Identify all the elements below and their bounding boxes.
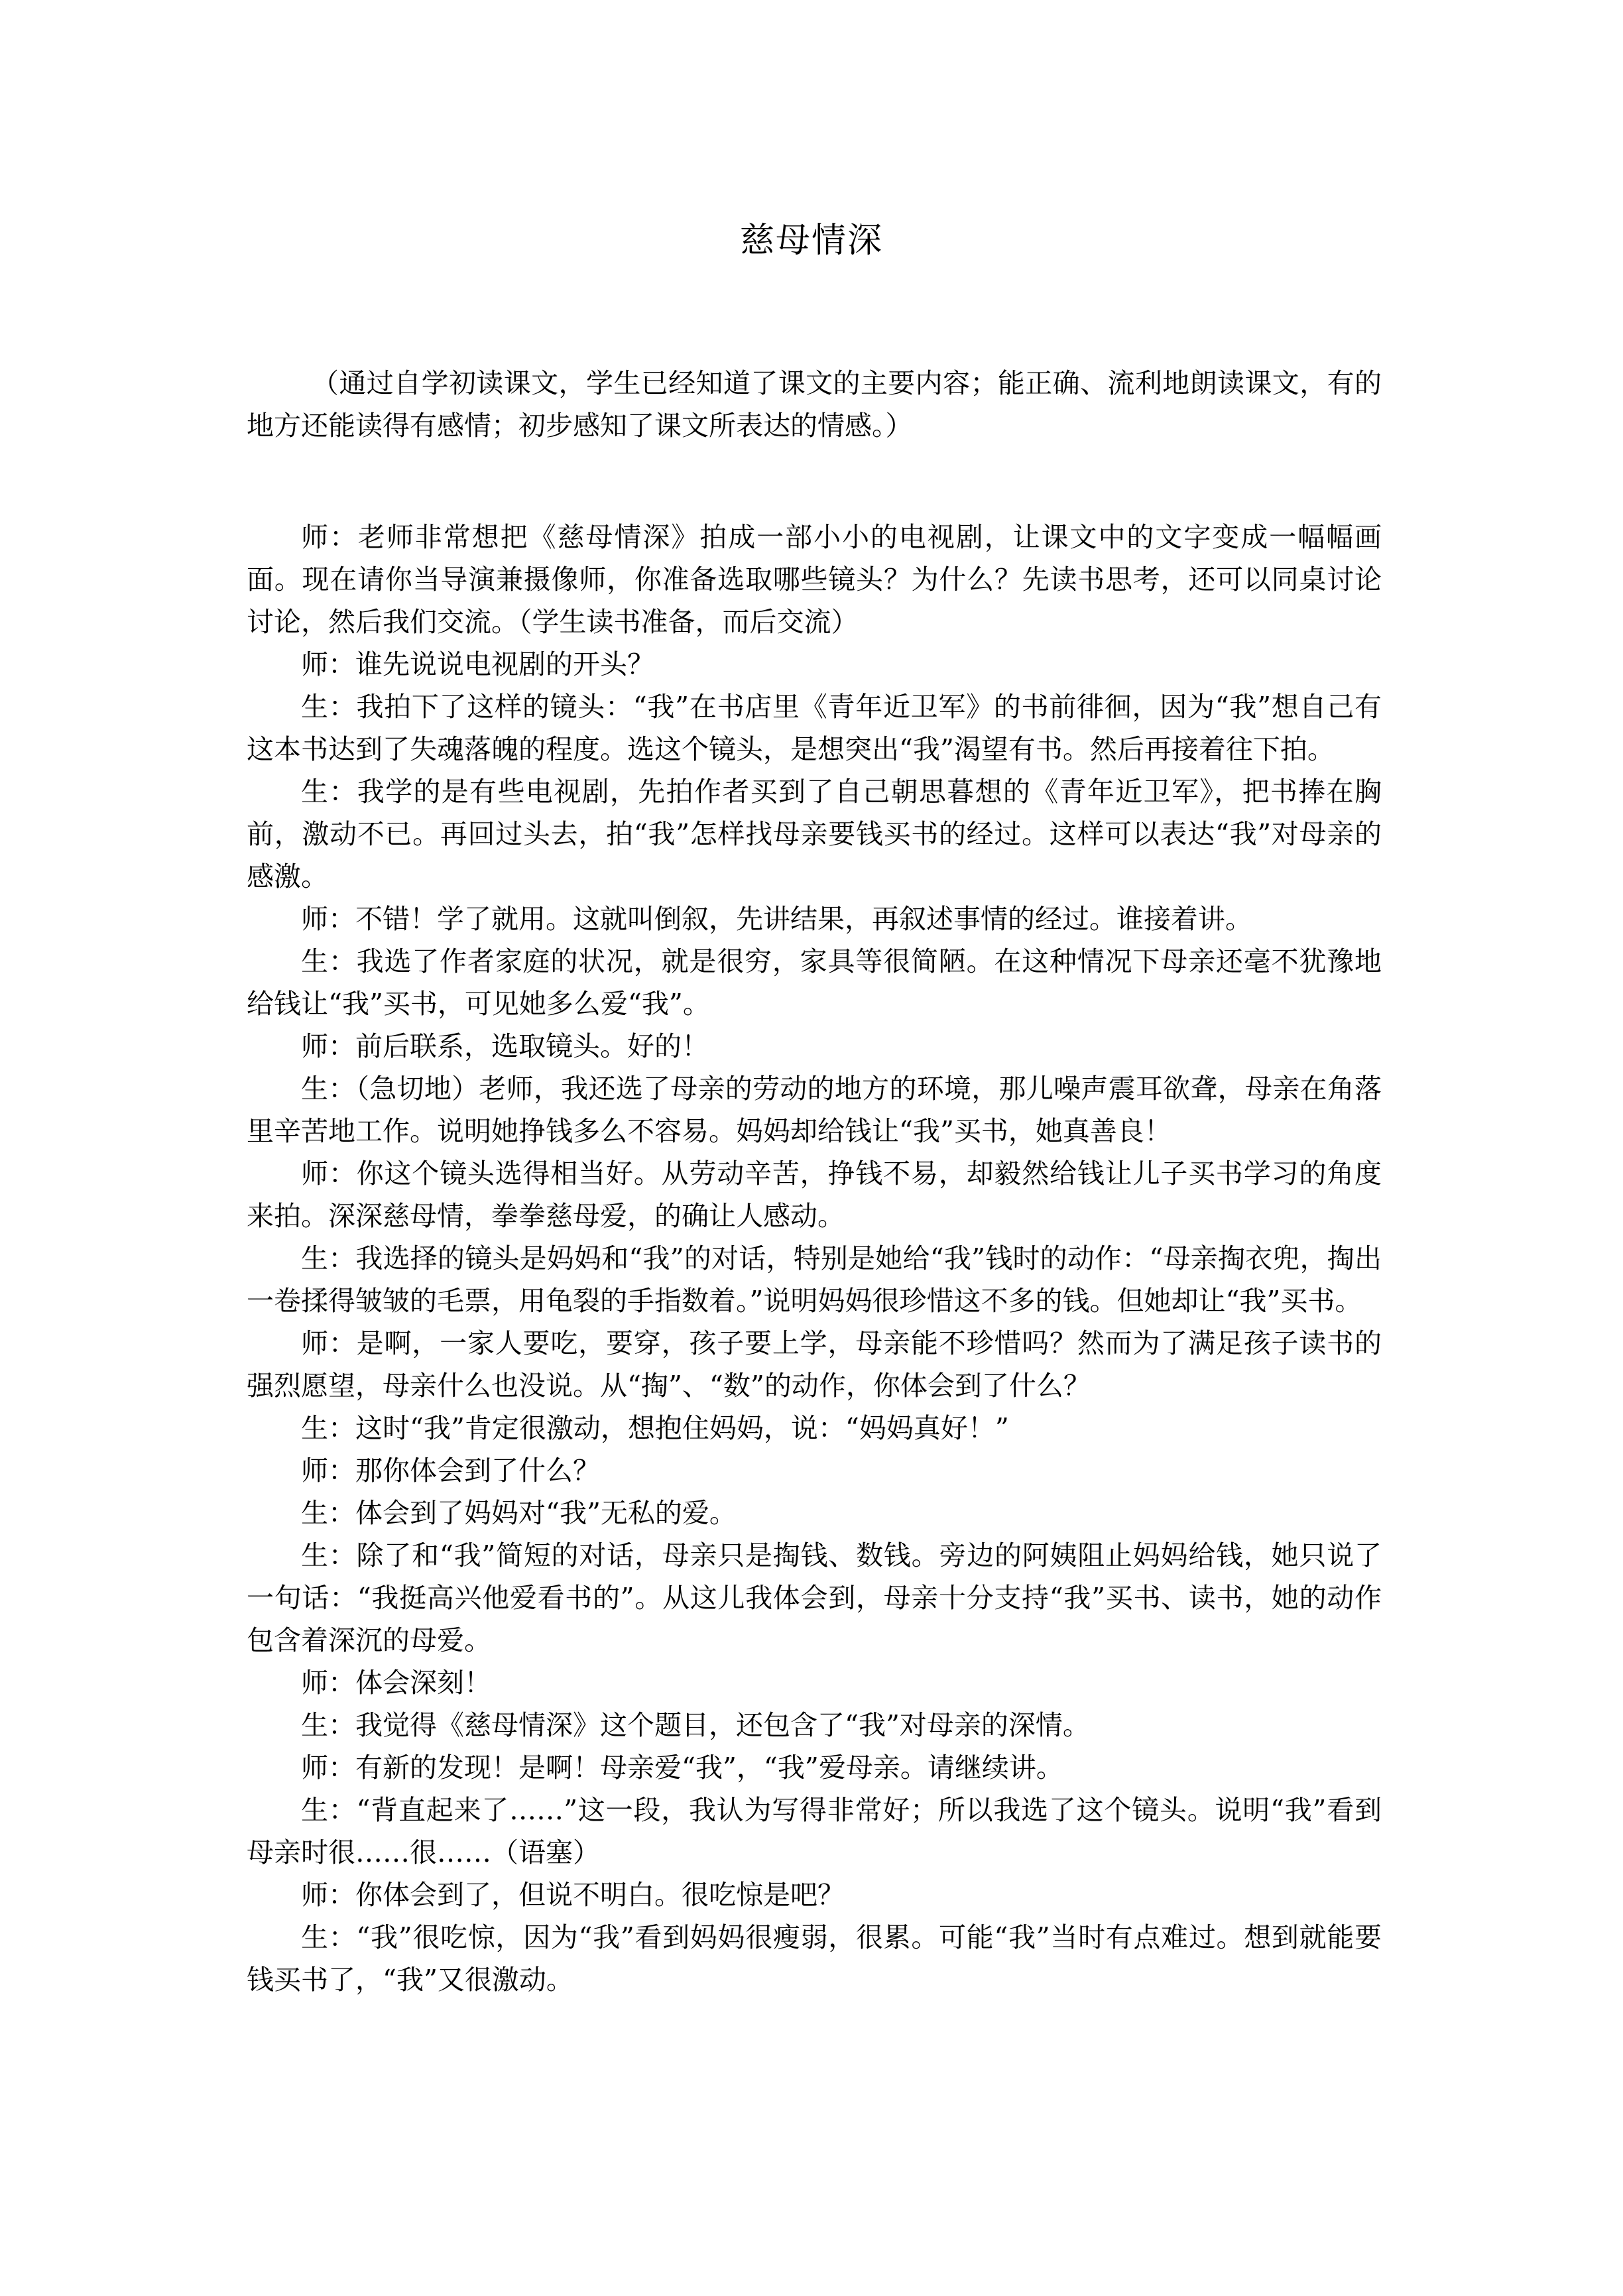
dialogue-paragraph: 生：“我”很吃惊，因为“我”看到妈妈很瘦弱，很累。可能“我”当时有点难过。想到就能要钱买书了，“我”又很激动。 [247, 1921, 1382, 1996]
dialogue-paragraph: 师：前后联系，选取镜头。好的！ [301, 1030, 709, 1062]
dialogue-paragraph: 生：我选择的镜头是妈妈和“我”的对话，特别是她给“我”钱时的动作：“母亲掏衣兜，掏出一卷揉得皱皱的毛票，用龟裂的手指数着。”说明妈妈很珍惜这不多的钱。但她却让“我”买书。 [247, 1242, 1382, 1317]
dialogue-paragraph: 师：体会深刻！ [301, 1667, 491, 1699]
dialogue-paragraph: 生：我学的是有些电视剧，先拍作者买到了自己朝思暮想的《青年近卫军》，把书捧在胸前，激动不已。再回过头去，拍“我”怎样找母亲要钱买书的经过。这样可以表达“我”对母亲的感激。 [247, 776, 1382, 892]
dialogue-paragraph: 师：是啊，一家人要吃，要穿，孩子要上学，母亲能不珍惜吗？然而为了满足孩子读书的强烈愿望，母亲什么也没说。从“掏”、“数”的动作，你体会到了什么？ [247, 1327, 1382, 1402]
dialogue-paragraph: 生：我拍下了这样的镜头：“我”在书店里《青年近卫军》的书前徘徊，因为“我”想自己有这本书达到了失魂落魄的程度。选这个镜头，是想突出“我”渴望有书。然后再接着往下拍。 [247, 691, 1382, 765]
dialogue-paragraph: 师：你体会到了，但说不明白。很吃惊是吧？ [301, 1879, 845, 1911]
dialogue-paragraph: 生：我觉得《慈母情深》这个题目，还包含了“我”对母亲的深情。 [301, 1709, 1090, 1741]
intro-note: （通过自学初读课文，学生已经知道了课文的主要内容；能正确、流利地朗读课文，有的地方还能读得有感情；初步感知了课文所表达的情感。） [247, 367, 1382, 442]
dialogue-paragraph: 师：不错！学了就用。这就叫倒叙，先讲结果，再叙述事情的经过。谁接着讲。 [301, 903, 1252, 935]
dialogue-paragraph: 生：除了和“我”简短的对话，母亲只是掏钱、数钱。旁边的阿姨阻止妈妈给钱，她只说了一句话：“我挺高兴他爱看书的”。从这儿我体会到，母亲十分支持“我”买书、读书，她的动作包含着深沉的母爱。 [247, 1540, 1382, 1656]
dialogue-paragraph: 生：我选了作者家庭的状况，就是很穷，家具等很简陋。在这种情况下母亲还毫不犹豫地给钱让“我”买书，可见她多么爱“我”。 [247, 945, 1382, 1020]
dialogue-paragraph: 师：谁先说说电视剧的开头？ [301, 648, 654, 680]
dialogue-paragraph: 师：你这个镜头选得相当好。从劳动辛苦，挣钱不易，却毅然给钱让儿子买书学习的角度来拍。深深慈母情，拳拳慈母爱，的确让人感动。 [247, 1158, 1382, 1232]
dialogue-paragraph: 师：那你体会到了什么？ [301, 1455, 600, 1486]
dialogue-paragraph: 师：有新的发现！是啊！母亲爱“我”，“我”爱母亲。请继续讲。 [301, 1752, 1063, 1783]
dialogue-paragraph: 生：（急切地）老师，我还选了母亲的劳动的地方的环境，那儿噪声震耳欲聋，母亲在角落里辛苦地工作。说明她挣钱多么不容易。妈妈却给钱让“我”买书，她真善良！ [247, 1073, 1382, 1147]
document-body [247, 362, 1382, 2001]
dialogue-paragraph: 生：这时“我”肯定很激动，想抱住妈妈，说：“妈妈真好！” [301, 1412, 1009, 1444]
dialogue-paragraph: 师：老师非常想把《慈母情深》拍成一部小小的电视剧，让课文中的文字变成一幅幅画面。现在请你当导演兼摄像师，你准备选取哪些镜头？为什么？先读书思考，还可以同桌讨论讨论，然后我们交流。（学生读书准备，而后交流） [247, 521, 1382, 638]
dialogue-paragraph: 生：“背直起来了……”这一段，我认为写得非常好；所以我选了这个镜头。说明“我”看到母亲时很……很……（语塞） [247, 1794, 1382, 1868]
page-title: 慈母情深 [739, 221, 883, 261]
dialogue-paragraph: 生：体会到了妈妈对“我”无私的爱。 [301, 1497, 737, 1529]
